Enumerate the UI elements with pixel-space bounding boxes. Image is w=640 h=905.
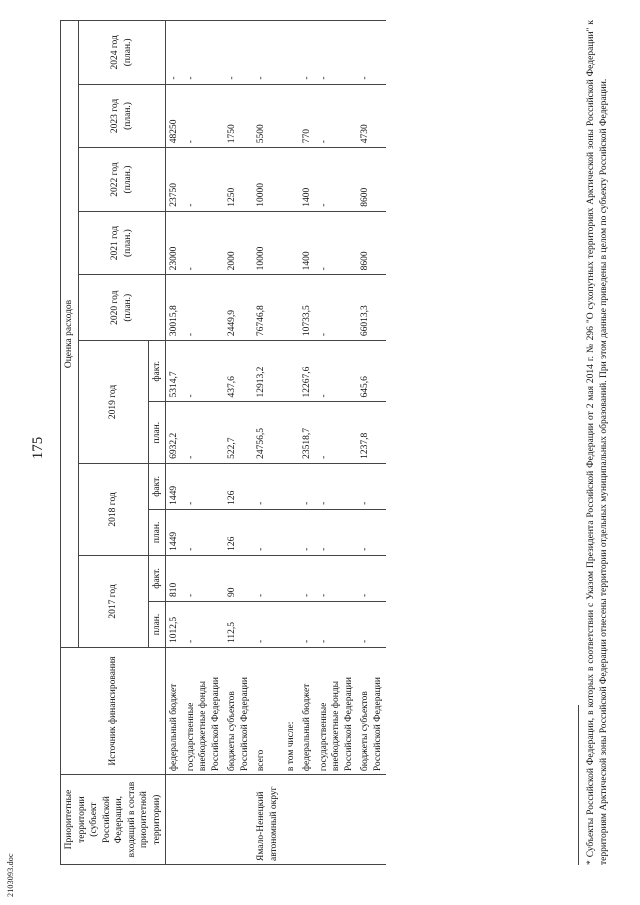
value-cell — [283, 21, 300, 85]
source-cell: в том числе: — [283, 647, 300, 774]
value-cell: 10733,5 — [299, 275, 316, 341]
value-cell: 1750 — [224, 84, 253, 148]
table-row — [357, 21, 386, 865]
value-cell — [283, 601, 300, 647]
value-cell: 90 — [224, 555, 253, 601]
value-cell: - — [316, 211, 358, 275]
header-fact-2018: факт. — [148, 463, 166, 509]
value-cell: 112,5 — [224, 601, 253, 647]
value-cell: 1449 — [166, 463, 183, 509]
source-cell: бюджеты субъектов Российской Федерации — [224, 647, 253, 774]
page-number: 175 — [30, 436, 46, 460]
header-year-2022: 2022 год (план.) — [78, 148, 166, 212]
value-cell: - — [316, 341, 358, 402]
header-year-2023: 2023 год (план.) — [78, 84, 166, 148]
header-year-2017: 2017 год — [78, 555, 148, 647]
value-cell: - — [316, 509, 358, 555]
value-cell: - — [357, 555, 386, 601]
value-cell — [283, 341, 300, 402]
value-cell: - — [316, 21, 358, 85]
value-cell: - — [183, 21, 225, 85]
value-cell: - — [253, 601, 282, 647]
value-cell: - — [183, 275, 225, 341]
value-cell: 6932,2 — [166, 402, 183, 463]
value-cell: - — [316, 463, 358, 509]
value-cell: 76746,8 — [253, 275, 282, 341]
value-cell: 1250 — [224, 148, 253, 212]
territory-cell: Ямало-Ненецкий автономный округ — [253, 775, 282, 865]
value-cell: - — [166, 21, 183, 85]
value-cell: 12267,6 — [299, 341, 316, 402]
value-cell: - — [299, 509, 316, 555]
value-cell: 10000 — [253, 211, 282, 275]
value-cell: - — [299, 21, 316, 85]
value-cell: - — [183, 601, 225, 647]
header-plan-2018: план. — [148, 509, 166, 555]
table-row — [224, 21, 253, 865]
header-territory: Приоритетные территории (субъект Российской Федерации, входящий в состав приоритетной территории) — [61, 775, 166, 865]
value-cell: - — [316, 275, 358, 341]
value-cell: - — [299, 463, 316, 509]
value-cell: 437,6 — [224, 341, 253, 402]
value-cell: 5500 — [253, 84, 282, 148]
value-cell: - — [316, 402, 358, 463]
value-cell: 23750 — [166, 148, 183, 212]
header-plan-2017: план. — [148, 601, 166, 647]
expenses-table — [60, 20, 386, 865]
source-cell: государственные внебюджетные фонды Российской Федерации — [316, 647, 358, 774]
value-cell — [283, 275, 300, 341]
value-cell: 48250 — [166, 84, 183, 148]
territory-cell — [224, 775, 253, 865]
source-cell: всего — [253, 647, 282, 774]
header-source: Источник финансирования — [61, 647, 166, 774]
value-cell: - — [357, 463, 386, 509]
source-cell: федеральный бюджет — [166, 647, 183, 774]
value-cell: 4730 — [357, 84, 386, 148]
value-cell: - — [183, 509, 225, 555]
value-cell: - — [316, 84, 358, 148]
value-cell: 522,7 — [224, 402, 253, 463]
value-cell: - — [183, 341, 225, 402]
value-cell: - — [299, 555, 316, 601]
value-cell: 8600 — [357, 211, 386, 275]
value-cell: - — [316, 601, 358, 647]
value-cell: - — [357, 601, 386, 647]
value-cell — [283, 148, 300, 212]
value-cell — [283, 509, 300, 555]
value-cell: - — [224, 21, 253, 85]
table-row — [166, 21, 183, 865]
value-cell: - — [183, 148, 225, 212]
value-cell — [283, 402, 300, 463]
table-row — [283, 21, 300, 865]
source-cell: государственные внебюджетные фонды Российской Федерации — [183, 647, 225, 774]
value-cell: - — [183, 402, 225, 463]
value-cell: 2000 — [224, 211, 253, 275]
value-cell: 66013,3 — [357, 275, 386, 341]
value-cell: 30015,8 — [166, 275, 183, 341]
value-cell: 2449,9 — [224, 275, 253, 341]
value-cell: 5314,7 — [166, 341, 183, 402]
header-year-2019: 2019 год — [78, 341, 148, 464]
value-cell: 1237,8 — [357, 402, 386, 463]
value-cell: 810 — [166, 555, 183, 601]
value-cell: 126 — [224, 509, 253, 555]
source-cell: бюджеты субъектов Российской Федерации — [357, 647, 386, 774]
value-cell — [283, 84, 300, 148]
value-cell: - — [357, 509, 386, 555]
table-row — [253, 21, 282, 865]
header-year-2021: 2021 год (план.) — [78, 211, 166, 275]
territory-cell — [166, 775, 183, 865]
value-cell: 1400 — [299, 211, 316, 275]
header-year-2024: 2024 год (план.) — [78, 21, 166, 85]
value-cell: - — [183, 463, 225, 509]
value-cell: - — [299, 601, 316, 647]
header-plan-2019: план. — [148, 402, 166, 463]
value-cell: 23518,7 — [299, 402, 316, 463]
value-cell: - — [253, 463, 282, 509]
value-cell: - — [253, 509, 282, 555]
value-cell: 1449 — [166, 509, 183, 555]
value-cell: 770 — [299, 84, 316, 148]
value-cell: - — [253, 21, 282, 85]
header-fact-2017: факт. — [148, 555, 166, 601]
document-id: 2103093.doc — [6, 853, 15, 897]
value-cell: 12913,2 — [253, 341, 282, 402]
value-cell: 24756,5 — [253, 402, 282, 463]
value-cell — [283, 211, 300, 275]
value-cell — [283, 463, 300, 509]
value-cell: - — [316, 555, 358, 601]
header-year-2018: 2018 год — [78, 463, 148, 555]
table-row — [183, 21, 225, 865]
value-cell: 10000 — [253, 148, 282, 212]
header-estimate: Оценка расходов — [61, 21, 79, 648]
footnote: * Субъекты Российской Федерации, в которых в соответствии с Указом Президента Российской Федерации от 2 мая 2014 г. № 296 "О сухопутных территориях Арктической зоны Российской Федерации" к территориям Арктической зоны Российской Федерации отнесены территории отдельных муниципальных образований. При этом данные приведены в целом по субъекту Российской Федерации. — [586, 20, 609, 865]
value-cell: - — [253, 555, 282, 601]
value-cell: - — [183, 84, 225, 148]
value-cell: 1012,5 — [166, 601, 183, 647]
header-fact-2019: факт. — [148, 341, 166, 402]
table-row — [316, 21, 358, 865]
source-cell: федеральный бюджет — [299, 647, 316, 774]
territory-cell — [283, 775, 300, 865]
value-cell: 126 — [224, 463, 253, 509]
value-cell: - — [316, 148, 358, 212]
header-year-2020: 2020 год (план.) — [78, 275, 166, 341]
value-cell: - — [183, 555, 225, 601]
territory-cell — [183, 775, 225, 865]
territory-cell — [357, 775, 386, 865]
value-cell — [283, 555, 300, 601]
footnote-divider — [578, 705, 579, 865]
value-cell: 23000 — [166, 211, 183, 275]
value-cell: 8600 — [357, 148, 386, 212]
value-cell: - — [357, 21, 386, 85]
table-row — [299, 21, 316, 865]
territory-cell — [299, 775, 316, 865]
territory-cell — [316, 775, 358, 865]
value-cell: 1400 — [299, 148, 316, 212]
value-cell: - — [183, 211, 225, 275]
value-cell: 645,6 — [357, 341, 386, 402]
